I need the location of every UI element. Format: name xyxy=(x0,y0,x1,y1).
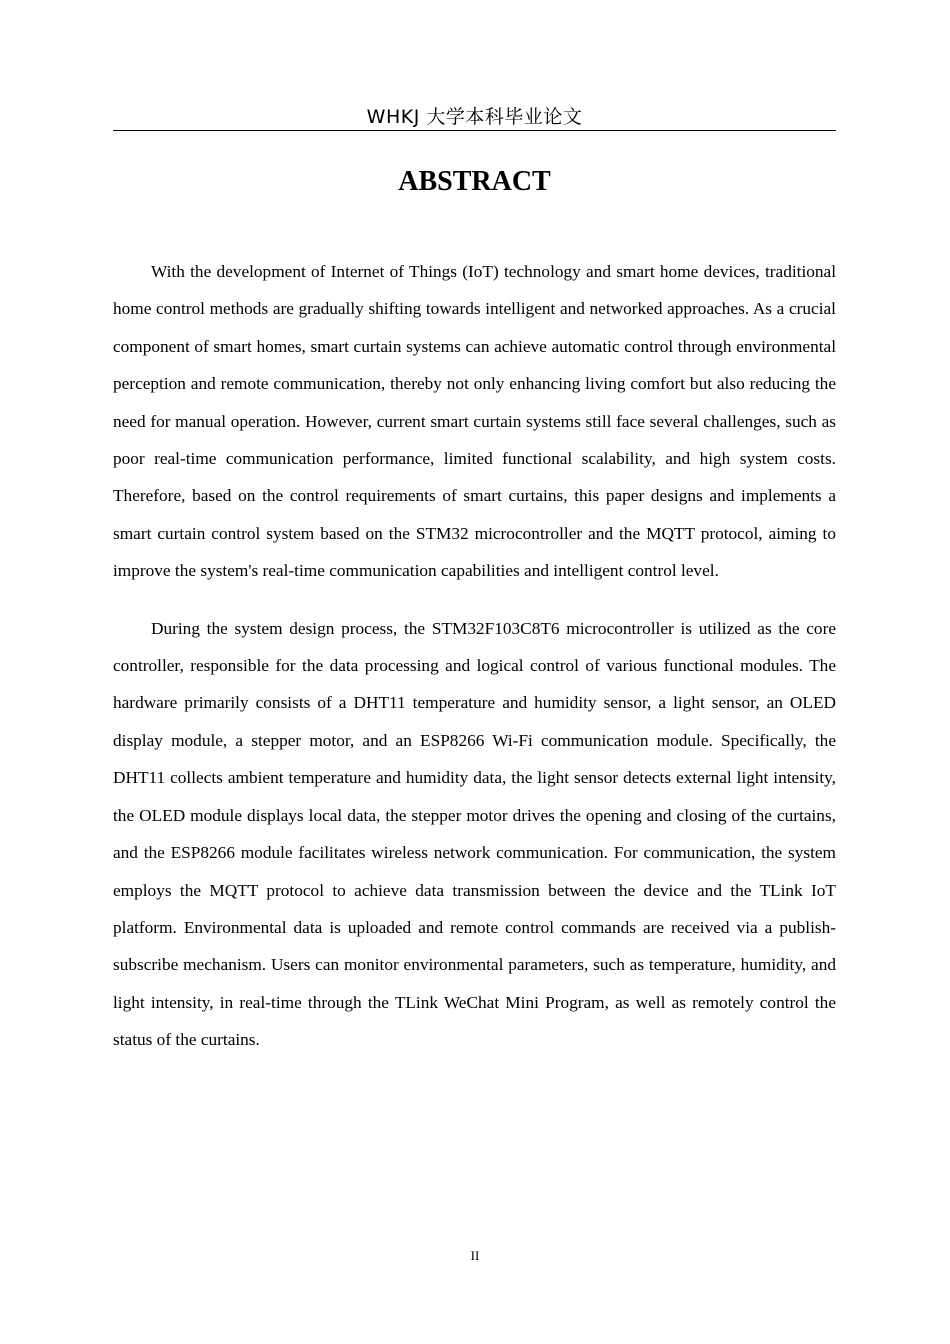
page-number: II xyxy=(470,1248,480,1263)
abstract-paragraph-1: With the development of Internet of Things (IoT) technology and smart home devices, traditional home control methods are gradually shifting towards intelligent and networked approaches. As a crucial component of smart homes, smart curtain systems can achieve automatic control through environmental perception and remote communication, thereby not only enhancing living comfort but also reducing the need for manual operation. However, current smart curtain systems still face several challenges, such as poor real-time communication performance, limited functional scalability, and high system costs. Therefore, based on the control requirements of smart curtains, this paper designs and implements a smart curtain control system based on the STM32 microcontroller and the MQTT protocol, aiming to improve the system's real-time communication capabilities and intelligent control level. xyxy=(113,262,836,581)
page-header xyxy=(113,104,836,131)
abstract-paragraph-2: During the system design process, the STM32F103C8T6 microcontroller is utilized as the core controller, responsible for the data processing and logical control of various functional modules. The hardware primarily consists of a DHT11 temperature and humidity sensor, a light sensor, an OLED display module, a stepper motor, and an ESP8266 Wi-Fi communication module. Specifically, the DHT11 collects ambient temperature and humidity data, the light sensor detects external light intensity, the OLED module displays local data, the stepper motor drives the opening and closing of the curtains, and the ESP8266 module facilitates wireless network communication. For communication, the system employs the MQTT protocol to achieve data transmission between the device and the TLink IoT platform. Environmental data is uploaded and remote control commands are received via a publish-subscribe mechanism. Users can monitor environmental parameters, such as temperature, humidity, and light intensity, in real-time through the TLink WeChat Mini Program, as well as remotely control the status of the curtains. xyxy=(113,618,836,1050)
page-header-title: WHKJ 大学本科毕业论文 xyxy=(366,106,583,128)
abstract-body xyxy=(113,253,836,1079)
page-title: ABSTRACT xyxy=(398,166,551,197)
